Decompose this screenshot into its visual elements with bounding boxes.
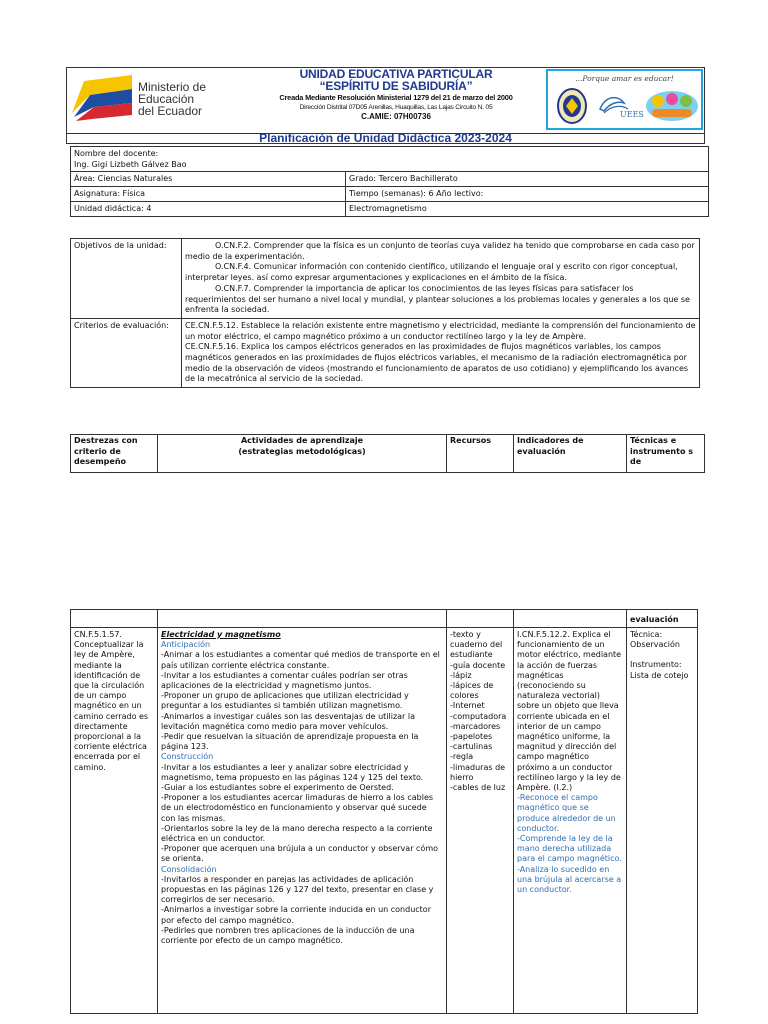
school-logos-box (546, 69, 703, 130)
table-row (71, 202, 709, 217)
school-address: Dirección Distrital 07D05 Arenillas, Huaquillas, Las Lajas Circuito N. 05 (299, 104, 493, 111)
activity-item: -Proponer que acerquen una brújula a un conductor y observar cómo se orienta. (161, 844, 439, 864)
header-activities-line-1: Actividades de aprendizaje (240, 436, 364, 445)
table-row (71, 610, 698, 628)
plan-title: Planificación de Unidad Didáctica 2023-2024 (259, 131, 512, 145)
area-cell: Área: Ciencias Naturales (71, 172, 346, 187)
resource-item: -regla (450, 752, 474, 762)
school-crest-icon (556, 87, 588, 125)
techniques-cell (627, 628, 698, 1014)
empty-cell (158, 610, 447, 628)
activity-item: -Guiar a los estudiantes sobre el experimento de Oersted. (161, 783, 394, 793)
activity-item: -Invitarlos a responder en parejas las actividades de aplicación propuestas en las páginas 126 y 127 del texto, presentar en clase y corregirlos de ser necesario. (161, 874, 434, 905)
table-row (71, 172, 709, 187)
ministry-line-2: Educación (138, 92, 195, 106)
resource-item: -Internet (450, 701, 485, 711)
resource-item: -computadora (450, 711, 507, 721)
teacher-name: Ing. Gigi Lizbeth Gálvez Bao (74, 160, 187, 169)
header-activities-line-2: (estrategias metodológicas) (238, 446, 366, 456)
school-resolution: Creada Mediante Resolución Ministerial 1279 del 21 de marzo del 2000 (279, 93, 513, 102)
empty-cell (71, 610, 158, 628)
instrument-value: Lista de cotejo (630, 670, 689, 680)
phase-consolidacion: Consolidación (161, 864, 217, 874)
table-row (71, 628, 698, 1014)
topic-title: Electricidad y magnetismo (161, 630, 281, 639)
indicator-item: -Comprende la ley de la mano derecha utilizada para el campo magnético. (517, 834, 622, 864)
school-info (255, 68, 537, 122)
subject-cell: Asignatura: Física (71, 187, 346, 202)
info-table (70, 146, 709, 217)
table-row (71, 239, 700, 319)
activity-item: -Animarlos a investigar sobre la corriente inducida en un conductor por efecto del campo magnético. (161, 905, 431, 925)
objective-item: O.CN.F.2. Comprender que la física es un conjunto de teorías cuya validez ha tenido que comprobarse en cada caso por medio de la experimentación. (185, 241, 695, 261)
objective-item: O.CN.F.7. Comprender la importancia de aplicar los conocimientos de las leyes físicas para satisfacer los requerimientos del ser humano a nivel local y mundial, y plantear soluciones a los problemas locales y generales a los que se enfrenta la sociedad. (185, 283, 690, 315)
ministry-line-3: del Ecuador (138, 104, 203, 118)
criteria-item: CE.CN.F.5.16. Explica los campos eléctricos generados en las proximidades de flujos magnéticos variables, los campos magnéticos generados en las proximidades de flujos eléctricos variables, el mecanismo de la radiación electromagnética por medio de la observación de videos (mostrando el funcionamiento de aparatos de uso cotidiano) y ejemplificando los avances de la mecatrónica al servicio de la sociedad. (185, 342, 689, 384)
resource-item: -cables de luz (450, 783, 506, 793)
table-row (71, 318, 700, 387)
activity-item: -Proponer a los estudiantes acercar limaduras de hierro a los cables de un electrodoméstico en funcionamiento y observar qué sucede con las mismas. (161, 793, 434, 823)
activity-item: -Proponer un grupo de aplicaciones que utilizan electricidad y preguntar a los estudiantes si también utilizan magnetismo. (161, 691, 409, 711)
header-activities (158, 435, 447, 473)
school-name: UNIDAD EDUCATIVA PARTICULAR (299, 67, 493, 81)
colorful-kids-logo-icon (644, 87, 700, 125)
activity-item: -Invitar a los estudiantes a leer y analizar sobre electricidad y magnetismo, tema propuesto en las páginas 124 y 125 del texto. (161, 762, 424, 782)
unit-name-cell: Electromagnetismo (346, 202, 709, 217)
time-cell: Tiempo (semanas): 6 Año lectivo: (346, 187, 709, 202)
indicator-item: -Analiza lo sucedido en una brújula al acercarse a un conductor. (517, 864, 622, 895)
teacher-label: Nombre del docente: (74, 149, 159, 158)
ministry-flag-logo-icon (70, 73, 134, 123)
activity-item: -Invitar a los estudiantes a comentar cuáles podrían ser otras aplicaciones de la electricidad y magnetismo juntos. (161, 670, 408, 691)
header-techniques-cont: evaluación (627, 610, 698, 628)
header-resources: Recursos (447, 435, 514, 473)
indicator-item: -Reconoce el campo magnético que se produce alrededor de un conductor. (517, 793, 616, 833)
header-techniques: Técnicas e instrumento s de (627, 435, 705, 473)
uees-dove-logo-icon (596, 91, 644, 119)
resource-item: -guía docente (450, 660, 506, 670)
criteria-label: Criterios de evaluación: (71, 318, 182, 387)
resource-item: -papelotes (450, 732, 493, 742)
activity-item: -Animarlos a investigar cuáles son las desventajas de utilizar la levitación magnética como medio para mover vehículos. (161, 711, 416, 731)
objectives-table (70, 238, 700, 388)
technique-value: Observación (630, 640, 680, 650)
resource-item: -limaduras de hierro (450, 762, 506, 782)
activity-item: -Pedir que resuelvan la situación de aprendizaje propuesta en la página 123. (161, 732, 419, 752)
resources-cell (447, 628, 514, 1014)
ministry-name (138, 81, 206, 117)
table-row (71, 187, 709, 202)
header-skills: Destrezas con criterio de desempeño (71, 435, 158, 473)
activity-item: -Pedirles que nombren tres aplicaciones de la inducción de una corriente por efecto de un campo magnético. (161, 925, 415, 946)
activity-item: -Animar a los estudiantes a comentar qué medios de transporte en el país utilizan corriente eléctrica constante. (161, 650, 440, 670)
resource-item: -lápiz (450, 670, 472, 680)
uees-logo-text: UEES (620, 110, 644, 119)
objectives-label: Objetivos de la unidad: (71, 239, 182, 319)
empty-cell (447, 610, 514, 628)
technique-label: Técnica: (630, 630, 663, 639)
objective-item: O.CN.F.4. Comunicar información con contenido científico, utilizando el lenguaje oral y escrito con rigor conceptual, interpretar leyes. así como expresar argumentaciones y explicaciones en el ámbito de la física. (185, 262, 678, 283)
activities-cell (158, 628, 447, 1014)
resource-item: -lápices de colores (450, 681, 494, 701)
indicator-main: I.CN.F.5.12.2. Explica el funcionamiento de un motor eléctrico, mediante la acción de fuerzas magnéticas (reconociendo su naturaleza vectorial) sobre un objeto que lleva corriente ubicada en el interior de un campo magnético uniforme, la magnitud y dirección del campo magnético próximo a un conductor rectilíneo largo y la ley de Ampère. (I.2.) (517, 630, 622, 793)
instrument-label: Instrumento: (630, 660, 682, 670)
teacher-cell (71, 147, 709, 172)
resource-item: -marcadores (450, 721, 501, 731)
school-subtitle: “ESPÍRITU DE SABIDURÍA” (319, 79, 473, 93)
header-indicators: Indicadores de evaluación (514, 435, 627, 473)
activities-header-table (70, 434, 705, 473)
objectives-cell (182, 239, 700, 319)
table-row (71, 147, 709, 172)
grade-cell: Grado: Tercero Bachillerato (346, 172, 709, 187)
ministry-line-1: Ministerio de (138, 80, 207, 94)
indicators-cell (514, 628, 627, 1014)
phase-construccion: Construcción (161, 752, 214, 762)
phase-anticipacion: Anticipación (161, 640, 211, 650)
school-amie: C.AMIE: 07H00736 (361, 112, 431, 121)
resource-item: -texto y cuaderno del estudiante (450, 630, 503, 660)
activities-table (70, 609, 698, 1014)
unit-cell: Unidad didáctica: 4 (71, 202, 346, 217)
empty-cell (514, 610, 627, 628)
resource-item: -cartulinas (450, 742, 493, 752)
criteria-item: CE.CN.F.5.12. Establece la relación existente entre magnetismo y electricidad, mediante la comprensión del funcionamiento de un motor eléctrico, el campo magnético próximo a un conductor rectilíneo largo y la ley de Ampère. (185, 320, 696, 341)
skill-cell: CN.F.5.1.57. Conceptualizar la ley de Ampère, mediante la identificación de que la circulación de un campo magnético en un camino cerrado es directamente proporcional a la corriente eléctrica encerrada por el camino. (71, 628, 158, 1014)
motto: ...Porque amar es educar! (575, 74, 674, 83)
criteria-cell (182, 318, 700, 387)
table-row (71, 435, 705, 473)
activity-item: -Orientarlos sobre la ley de la mano derecha respecto a la corriente eléctrica en un conductor. (161, 823, 433, 844)
